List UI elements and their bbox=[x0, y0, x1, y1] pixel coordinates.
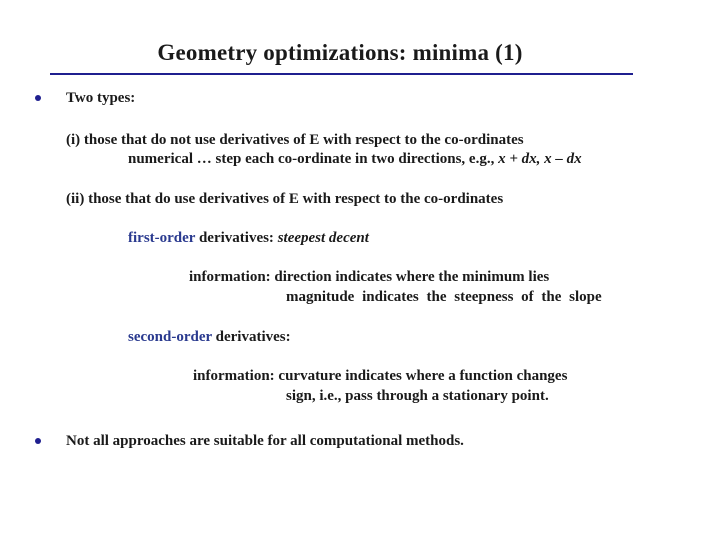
type-i-line2-text: numerical … step each co-ordinate in two directions, e.g., bbox=[128, 151, 499, 167]
first-order-method: steepest decent bbox=[277, 230, 369, 246]
type-ii-line1: (ii) those that do use derivatives of E with respect to the co-ordinates bbox=[66, 191, 504, 207]
bullet-icon bbox=[35, 438, 41, 444]
bullet-two-types: Two types: bbox=[66, 90, 136, 106]
first-order-line bbox=[128, 230, 369, 247]
type-i-line2 bbox=[128, 151, 582, 168]
second-order-rest: derivatives: bbox=[211, 329, 291, 345]
bullet-not-all: Not all approaches are suitable for all computational methods. bbox=[66, 433, 464, 449]
second-order-info1: information: curvature indicates where a function changes bbox=[193, 368, 568, 384]
first-order-info1: information: direction indicates where the minimum lies bbox=[189, 269, 550, 285]
first-order-label: first-order bbox=[128, 230, 196, 246]
type-i-math: x + dx, x – dx bbox=[498, 151, 582, 167]
second-order-info2: sign, i.e., pass through a stationary point. bbox=[286, 388, 549, 404]
type-i-line1: (i) those that do not use derivatives of E with respect to the co-ordinates bbox=[66, 132, 524, 148]
second-order-line bbox=[128, 329, 291, 346]
slide-title: Geometry optimizations: minima (1) bbox=[157, 40, 523, 65]
first-order-rest: derivatives: bbox=[195, 230, 278, 246]
bullet-icon bbox=[35, 95, 41, 101]
first-order-info2: magnitude indicates the steepness of the slope bbox=[286, 289, 602, 305]
title-underline bbox=[50, 73, 633, 75]
second-order-label: second-order bbox=[128, 329, 212, 345]
